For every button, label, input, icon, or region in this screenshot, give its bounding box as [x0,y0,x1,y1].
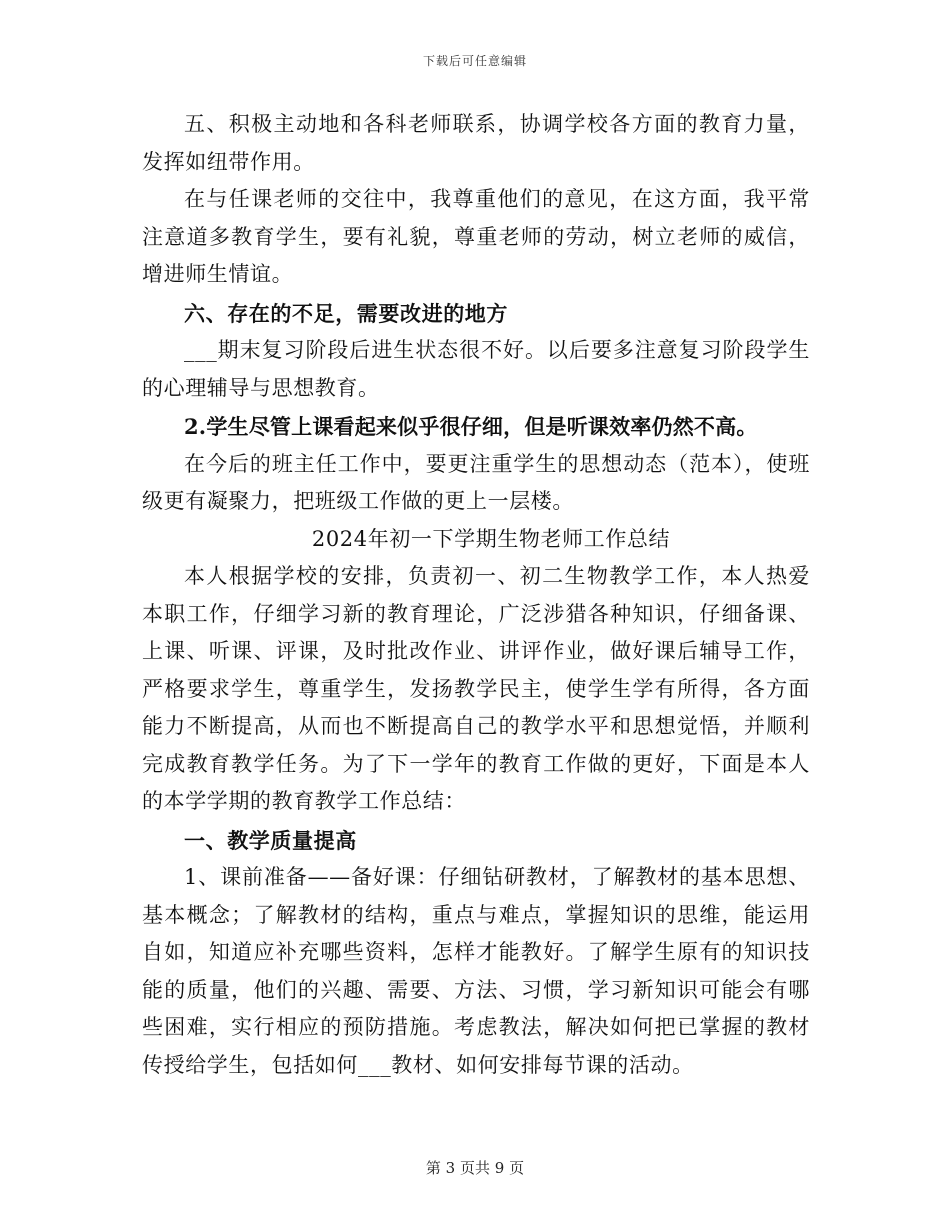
document-body [142,106,810,1084]
paragraph-future-work: 在今后的班主任工作中，要更注重学生的思想动态（范本），使班级更有凝聚力，把班级工作做的更上一层楼。 [142,451,810,513]
paragraph-introduction: 本人根据学校的安排，负责初一、初二生物教学工作，本人热爱本职工作，仔细学习新的教育理论，广泛涉猎各种知识，仔细备课、上课、听课、评课，及时批改作业、讲评作业，做好课后辅导工作，严格要求学生，尊重学生，发扬教学民主，使学生学有所得，各方面能力不断提高，从而也不断提高自己的教学水平和思想觉悟，并顺利完成教育教学任务。为了下一学年的教育工作做的更好，下面是本人的本学学期的教育教学工作总结： [142,564,810,813]
page-number: 第 3 页共 9 页 [425,1159,525,1177]
document-title: 2024年初一下学期生物老师工作总结 [311,526,671,551]
page-header: 下载后可任意编辑 [422,54,527,68]
paragraph-listening-efficiency: 2.学生尽管上课看起来似乎很仔细，但是听课效率仍然不高。 [184,414,758,439]
section-heading-teaching-quality: 一、教学质量提高 [184,827,357,853]
paragraph-review-stage: ___期末复习阶段后进生状态很不好。以后要多注意复习阶段学生的心理辅导与思想教育。 [142,338,810,400]
paragraph-liaison: 五、积极主动地和各科老师联系，协调学校各方面的教育力量，发挥如纽带作用。 [142,112,810,174]
section-heading-shortcomings: 六、存在的不足，需要改进的地方 [184,300,508,326]
paragraph-lesson-preparation: 1、课前准备——备好课：仔细钻研教材，了解教材的基本思想、基本概念；了解教材的结构，重点与难点，掌握知识的思维，能运用自如，知道应补充哪些资料，怎样才能教好。了解学生原有的知识技能的质量，他们的兴趣、需要、方法、习惯，学习新知识可能会有哪些困难，实行相应的预防措施。考虑教法，解决如何把已掌握的教材传授给学生，包括如何___教材、如何安排每节课的活动。 [142,865,810,1077]
paragraph-teacher-relations: 在与任课老师的交往中，我尊重他们的意见，在这方面，我平常注意道多教育学生，要有礼貌，尊重老师的劳动，树立老师的威信，增进师生情谊。 [142,187,810,286]
